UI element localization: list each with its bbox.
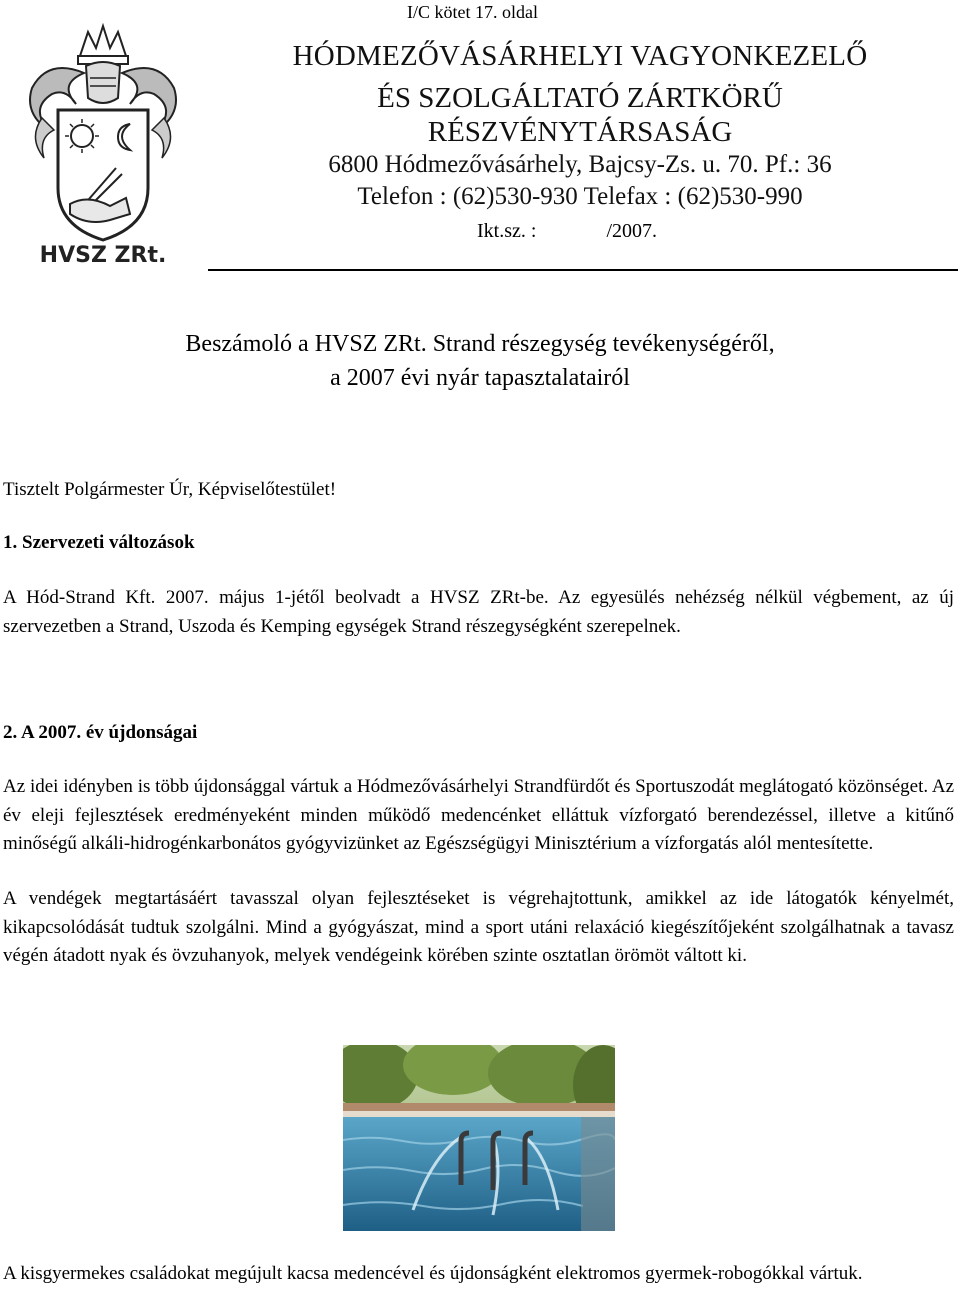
logo-lettering: HVSZ ZRt. [39,243,167,268]
company-phone: Telefon : (62)530-930 Telefax : (62)530-990 [357,183,803,210]
report-title-line-1: Beszámoló a HVSZ ZRt. Strand részegység tevékenységéről, [185,331,775,357]
header-divider [208,269,958,271]
crown-icon [80,26,126,56]
company-name-line-1: HÓDMEZŐVÁSÁRHELYI VAGYONKEZELŐ [292,40,868,72]
section-2-paragraph-1: Az idei idényben is több újdonsággal vártuk a Hódmezővásárhelyi Strandfürdőt és Sportuszodát meglátogató közönséget. Az év eleji fejlesztések eredményeként minden működő medencénket elláttuk vízforgató berendezéssel, illetve a kitűnő minőségű alkáli-hidrogénkarbonátos gyógyvizünket az Egészségügyi Minisztérium a vízforgatás alól mentesítette. [3,776,954,855]
reference-number-year: /2007. [606,220,657,242]
company-name-line-2: ÉS SZOLGÁLTATÓ ZÁRTKÖRŰ [377,82,783,114]
pool-neck-shower-photo [343,1045,615,1231]
section-heading-1: 1. Szervezeti változások [3,532,195,553]
reference-number-label: Ikt.sz. : [477,220,537,242]
sun-icon [71,125,93,147]
hvsz-coat-of-arms-logo [18,18,188,268]
section-2-paragraph-2: A vendégek megtartásáért tavasszal olyan fejlesztéseket is végrehajtottunk, amikkel az ide látogatók kényelmét, kikapcsolódását tudtuk szolgálni. Mind a gyógyászat, mind a sport utáni relaxáció kiegészítőjeként szolgálhatnak a tavasz végén átadott nyak és övzuhanyok, melyek vendégeink körében szinte osztatlan örömöt váltott ki. [3,888,954,967]
report-title-line-2: a 2007 évi nyár tapasztalatairól [330,365,630,391]
reference-number [477,220,697,243]
greeting: Tisztelt Polgármester Úr, Képviselőtestület! [3,479,337,500]
page-reference: I/C kötet 17. oldal [407,2,538,22]
photo-caption: A kisgyermekes családokat megújult kacsa medencével és újdonságként elektromos gyermek-robogókkal vártuk. [3,1263,863,1284]
section-heading-2: 2. A 2007. év újdonságai [3,722,198,743]
company-name-line-3: RÉSZVÉNYTÁRSASÁG [427,116,733,148]
company-address: 6800 Hódmezővásárhely, Bajcsy-Zs. u. 70. Pf.: 36 [328,151,832,178]
section-1-paragraph: A Hód-Strand Kft. 2007. május 1-jétől beolvadt a HVSZ ZRt-be. Az egyesülés nehézség nélkül végbement, az új szervezetben a Strand, Uszoda és Kemping egységek Strand részegységként szerepelnek. [3,587,954,637]
